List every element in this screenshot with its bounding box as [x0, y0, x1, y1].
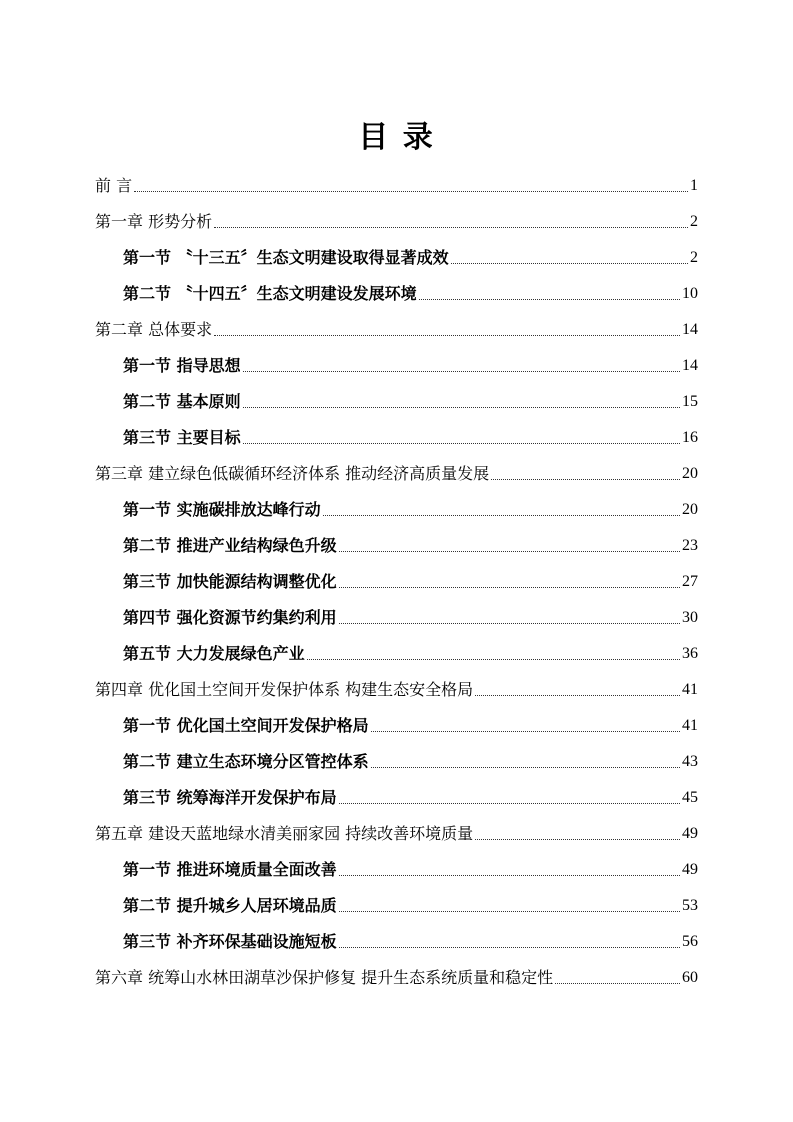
toc-entry-preface[interactable] [95, 168, 698, 204]
dot-leader [339, 536, 680, 556]
toc-entry-section[interactable] [123, 780, 698, 816]
dot-leader [339, 788, 680, 808]
toc-page-number: 14 [682, 321, 698, 338]
toc-entry-chapter-3[interactable] [95, 456, 698, 492]
toc-entry-text: 第一节 指导思想 [123, 356, 241, 375]
toc-page-number: 14 [682, 357, 698, 374]
toc-entry-section[interactable] [123, 564, 698, 600]
toc-page-number: 27 [682, 573, 698, 590]
toc-entry-section[interactable] [123, 852, 698, 888]
dot-leader [419, 284, 680, 304]
toc-page-number: 10 [682, 285, 698, 302]
toc-entry-text: 第二节 提升城乡人居环境品质 [123, 896, 337, 915]
dot-leader [339, 608, 680, 628]
toc-entry-text: 第一章 形势分析 [95, 212, 213, 231]
toc-entry-chapter-6[interactable] [95, 960, 698, 996]
dot-leader [555, 968, 680, 988]
toc-page-number: 16 [682, 429, 698, 446]
toc-entry-text: 第三节 统筹海洋开发保护布局 [123, 788, 337, 807]
toc-entry-section[interactable] [123, 420, 698, 456]
toc-page-number: 41 [682, 717, 698, 734]
dot-leader [214, 320, 680, 340]
toc-page-number: 60 [682, 969, 698, 986]
dot-leader [214, 212, 688, 232]
toc-entry-text: 第三节 主要目标 [123, 428, 241, 447]
dot-leader [475, 824, 680, 844]
toc-page-number: 20 [682, 501, 698, 518]
toc-page-number: 30 [682, 609, 698, 626]
dot-leader [243, 428, 680, 448]
toc-page-number: 36 [682, 645, 698, 662]
dot-leader [475, 680, 680, 700]
toc-page-number: 2 [690, 249, 698, 266]
toc-entry-text: 第三章 建立绿色低碳循环经济体系 推动经济高质量发展 [95, 464, 490, 483]
dot-leader [451, 248, 688, 268]
toc-entry-section[interactable] [123, 600, 698, 636]
toc-entry-text: 第四章 优化国土空间开发保护体系 构建生态安全格局 [95, 680, 474, 699]
toc-page-number: 56 [682, 933, 698, 950]
dot-leader [339, 572, 680, 592]
toc-entry-text: 第一节 优化国土空间开发保护格局 [123, 716, 369, 735]
dot-leader [371, 716, 680, 736]
dot-leader [339, 932, 680, 952]
toc-entry-section[interactable] [123, 348, 698, 384]
toc-entry-text: 前 言 [95, 176, 133, 195]
toc-entry-section[interactable] [123, 384, 698, 420]
toc-page-number: 2 [690, 213, 698, 230]
toc-page-number: 41 [682, 681, 698, 698]
toc-entry-text: 第五节 大力发展绿色产业 [123, 644, 305, 663]
toc-entry-text: 第六章 统筹山水林田湖草沙保护修复 提升生态系统质量和稳定性 [95, 968, 554, 987]
page-title: 目 录 [358, 120, 435, 155]
toc-entry-text: 第二节 推进产业结构绿色升级 [123, 536, 337, 555]
toc-entry-section[interactable] [123, 528, 698, 564]
toc-entry-section[interactable] [123, 240, 698, 276]
toc-entry-section[interactable] [123, 636, 698, 672]
toc-page-number: 43 [682, 753, 698, 770]
toc-entry-text: 第二节 建立生态环境分区管控体系 [123, 752, 369, 771]
toc-entry-chapter-4[interactable] [95, 672, 698, 708]
toc-entry-text: 第三节 补齐环保基础设施短板 [123, 932, 337, 951]
toc-page-number: 49 [682, 861, 698, 878]
toc-entry-section[interactable] [123, 924, 698, 960]
toc-entry-chapter-5[interactable] [95, 816, 698, 852]
toc-entry-text: 第一节 实施碳排放达峰行动 [123, 500, 321, 519]
dot-leader [491, 464, 680, 484]
toc-entry-text: 第四节 强化资源节约集约利用 [123, 608, 337, 627]
dot-leader [323, 500, 680, 520]
toc-entry-section[interactable] [123, 744, 698, 780]
toc-entry-text: 第三节 加快能源结构调整优化 [123, 572, 337, 591]
dot-leader [339, 860, 680, 880]
toc-entry-section[interactable] [123, 276, 698, 312]
dot-leader [307, 644, 680, 664]
toc-page-number: 49 [682, 825, 698, 842]
toc-page-number: 20 [682, 465, 698, 482]
toc-entry-section[interactable] [123, 492, 698, 528]
toc-page-number: 53 [682, 897, 698, 914]
toc-entry-text: 第一节 〝十三五〞生态文明建设取得显著成效 [123, 248, 449, 267]
toc-page-number: 1 [690, 177, 698, 194]
toc-entry-section[interactable] [123, 888, 698, 924]
toc-page-number: 23 [682, 537, 698, 554]
dot-leader [339, 896, 680, 916]
toc-page-number: 15 [682, 393, 698, 410]
toc-page-number: 45 [682, 789, 698, 806]
toc-entry-text: 第二节 基本原则 [123, 392, 241, 411]
toc-entry-text: 第二节 〝十四五〞生态文明建设发展环境 [123, 284, 417, 303]
dot-leader [243, 356, 680, 376]
toc-entry-chapter-1[interactable] [95, 204, 698, 240]
dot-leader [243, 392, 680, 412]
toc-entry-text: 第一节 推进环境质量全面改善 [123, 860, 337, 879]
toc-entry-section[interactable] [123, 708, 698, 744]
toc-entry-text: 第二章 总体要求 [95, 320, 213, 339]
dot-leader [371, 752, 680, 772]
toc-entry-chapter-2[interactable] [95, 312, 698, 348]
dot-leader [134, 176, 688, 196]
toc-entry-text: 第五章 建设天蓝地绿水清美丽家园 持续改善环境质量 [95, 824, 474, 843]
